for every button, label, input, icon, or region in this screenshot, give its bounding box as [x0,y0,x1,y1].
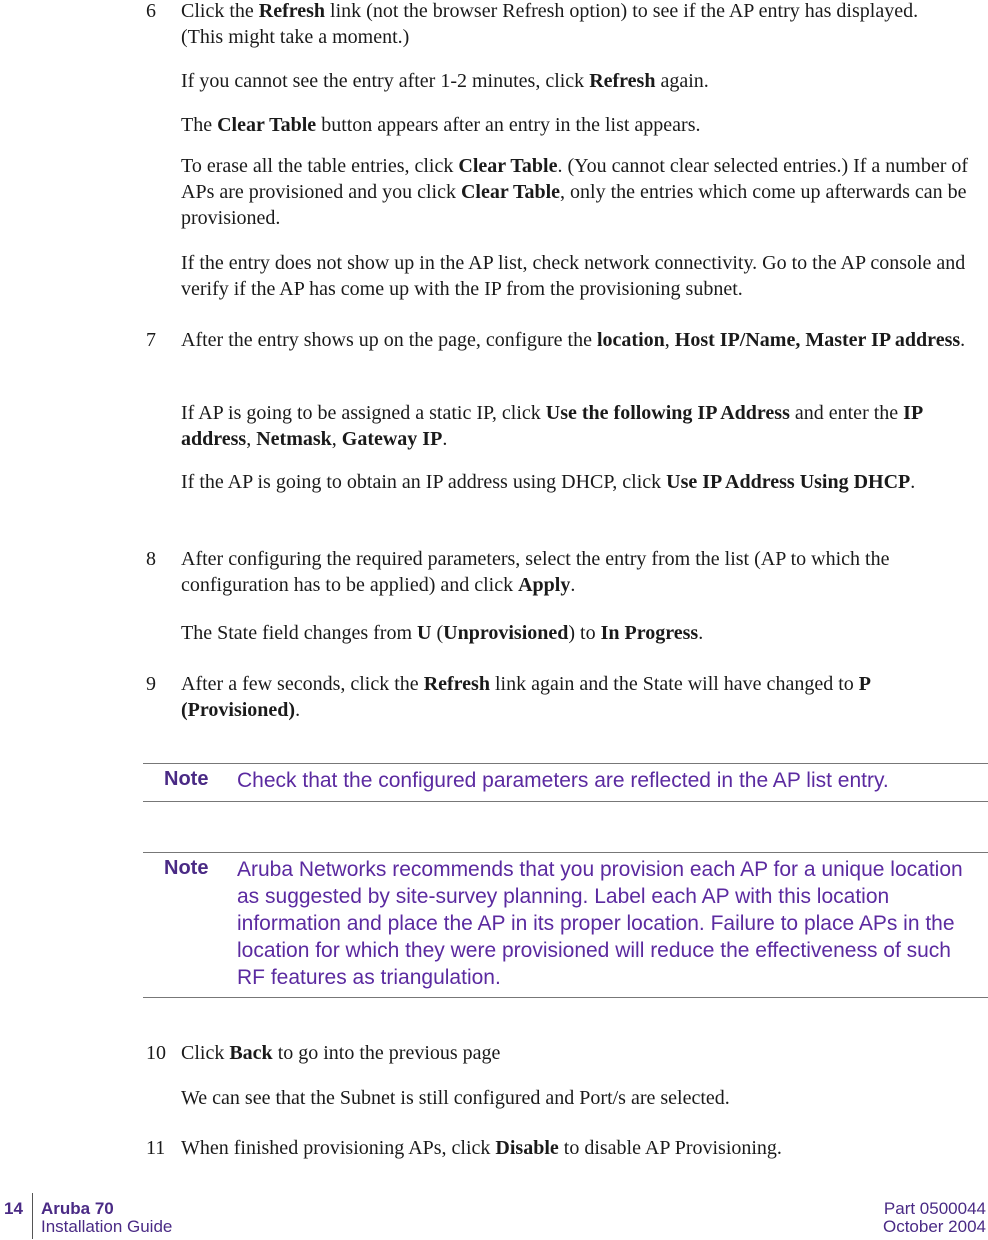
note-label: Note [164,768,209,790]
footer-guide: Installation Guide [41,1217,173,1236]
step-text: After the entry shows up on the page, configure the location, Host IP/Name, Master IP address. [181,329,966,351]
paragraph: We can see that the Subnet is still configured and Port/s are selected. [181,1087,730,1109]
step-number: 6 [146,0,156,22]
step-number: 10 [146,1042,166,1064]
note-text: Aruba Networks recommends that you provision each AP for a unique location as suggested by site-survey planning. Label each AP with this location information and place the AP in its proper location. Failure to place APs in the location for which they were provisioned will reduce the effectiveness of such RF features as triangulation. [237,858,963,989]
step-text: Click the Refresh link (not the browser Refresh option) to see if the AP entry has displayed.(This might take a moment.) [181,0,919,48]
step-text: Click Back to go into the previous page [181,1042,501,1064]
footer-date: October 2004 [882,1217,986,1236]
note-top-rule [143,852,988,853]
paragraph: If you cannot see the entry after 1-2 minutes, click Refresh again. [181,70,709,92]
paragraph: To erase all the table entries, click Clear Table. (You cannot clear selected entries.) If a number of APs are provisioned and you click Clear Table, only the entries which come up afterwards can be provisioned. [181,155,969,229]
paragraph: The State field changes from U (Unprovisioned) to In Progress. [181,622,704,644]
step-text: After a few seconds, click the Refresh link again and the State will have changed to P (Provisioned). [181,673,870,721]
step-text: After configuring the required parameters, select the entry from the list (AP to which the configuration has to be applied) and click Apply. [181,548,890,596]
paragraph: If the AP is going to obtain an IP address using DHCP, click Use IP Address Using DHCP. [181,471,916,493]
step-number: 7 [146,329,156,351]
step-number: 9 [146,673,156,695]
note-label: Note [164,857,209,879]
footer-product: Aruba 70 [41,1199,114,1218]
paragraph: If AP is going to be assigned a static IP, click Use the following IP Address and enter the IP address, Netmask, Gateway IP. [181,402,923,450]
page-number: 14 [4,1199,23,1218]
note-text: Check that the configured parameters are reflected in the AP list entry. [237,769,889,792]
footer-part: Part 0500044 [883,1199,986,1218]
footer-divider [32,1193,33,1239]
step-number: 8 [146,548,156,570]
paragraph: The Clear Table button appears after an entry in the list appears. [181,114,701,136]
step-number: 11 [146,1137,166,1159]
paragraph: If the entry does not show up in the AP list, check network connectivity. Go to the AP console and verify if the AP has come up with the IP from the provisioning subnet. [181,252,966,300]
note-bottom-rule [143,997,988,998]
step-text: When finished provisioning APs, click Disable to disable AP Provisioning. [181,1137,782,1159]
note-top-rule [143,763,988,764]
note-bottom-rule [143,801,988,802]
